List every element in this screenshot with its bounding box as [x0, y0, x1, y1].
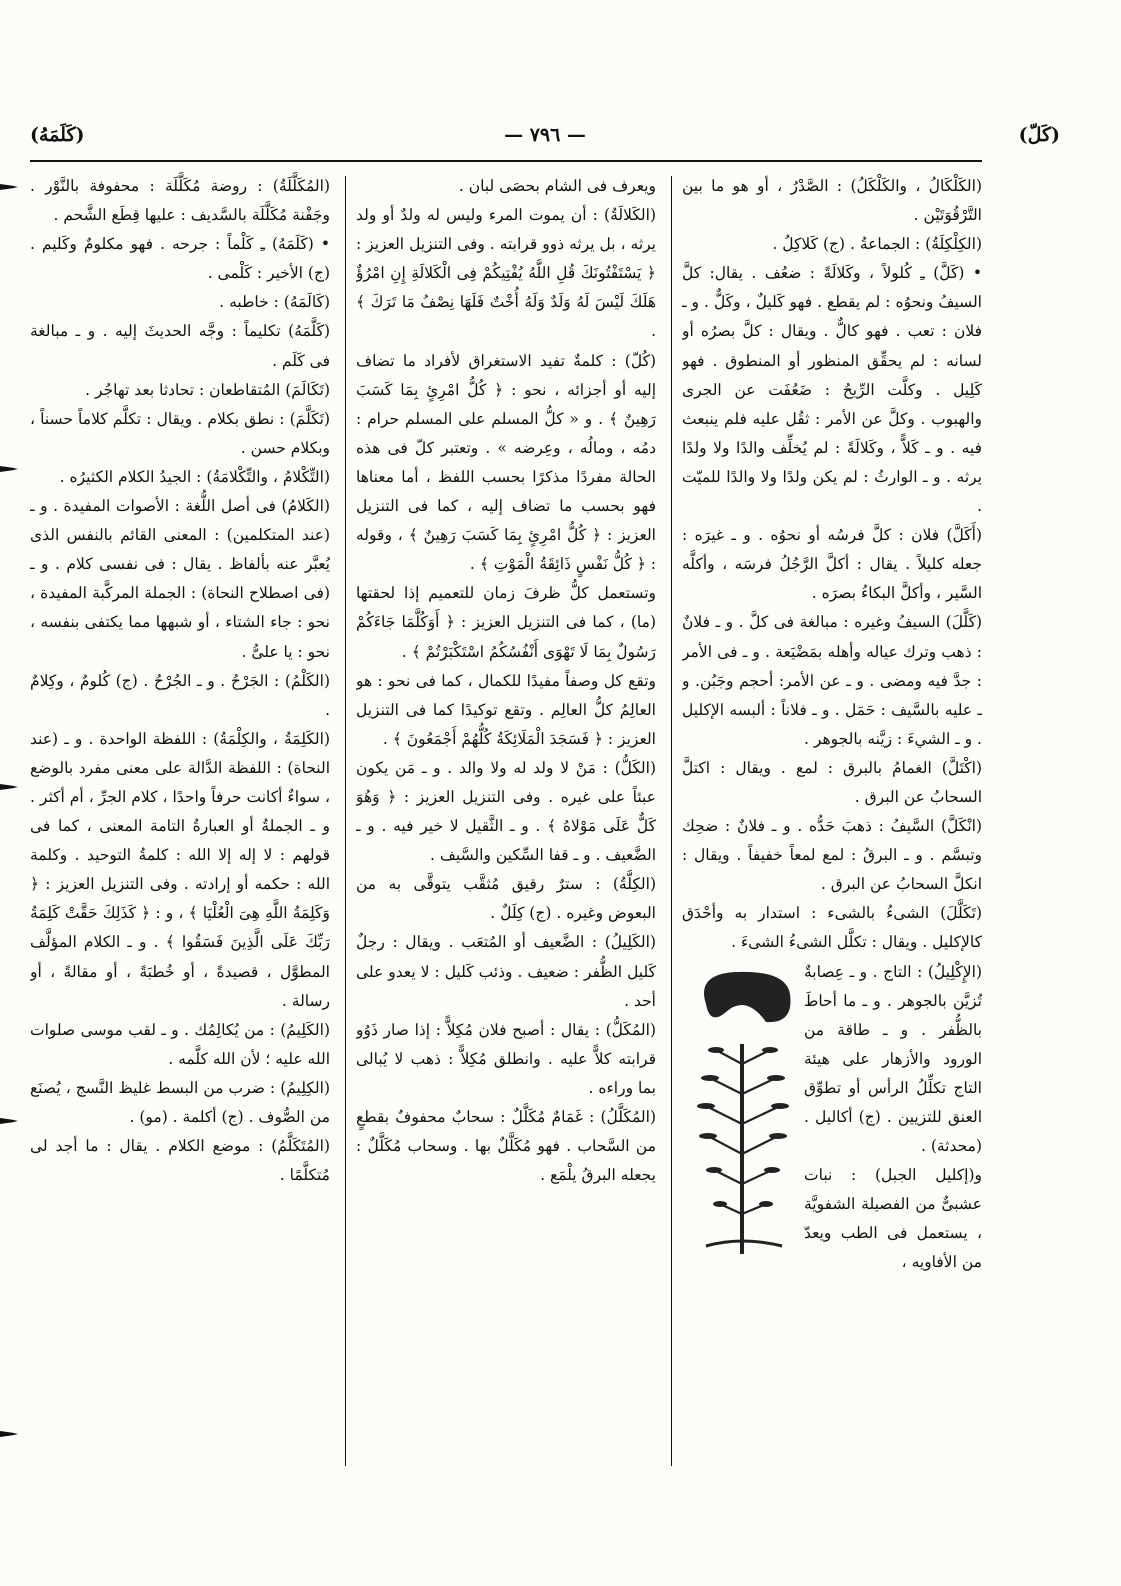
entry: (الكَلُّ) : مَنْ لا ولد له ولا والد . و ـ مَن يكون عبئاً على غيره . وفى التنزيل العزيز : ﴿ وَهُوَ كَلٌّ عَلَى مَوْلاهُ ﴾ . و ـ الثَّقيل لا خير فيه . و ـ الضَّعيف . و ـ قفا السِّكين والسَّيف . [356, 758, 656, 865]
header-rule [30, 160, 982, 162]
entry: (المُكَلَّلُ) : غَمَامٌ مُكَلَّلٌ : سحابٌ محفوفٌ بقطعٍ من السَّحاب . فهو مُكَلَّلٌ بها . وسحاب مُكَلَّلٌ : يجعله البرقُ يلْمَع . [356, 1108, 656, 1185]
entry: (كَلَّمَهُ) تكليماً : وجَّه الحديثَ إليه . و ـ مبالغة فى كَلَم . [30, 322, 330, 370]
entry: (المُكَلَّلَةُ) : روضة مُكَلَّلَة : محفوفة بالنَّوْر . وجَفْنة مُكَلَّلَة بالسَّديف : عليها قِطَع الشَّحم . [30, 177, 330, 225]
entry: • (كَلَّ) ـِ كُلولاً ، وكَلالَةً : ضعُف . يقال: كلَّ السيفُ ونحوُه : لم يقطع . فهو كَليلٌ ، وكَلٌّ . و ـ فلان : تعب . فهو كالٌّ . ويقال : كلَّ بصرُه أو لسانه : لم يحقِّق المنظور أو المنطوق . فهو كَلِيل . وكلَّت الرِّيحُ : ضَعُفَت عن الجرى والهبوب . وكلَّ عن الأمر : ثقُل عليه فلم ينبعث فيه . و ـ كَلاًّ ، وكَلالَةً : لم يُخلِّف والدًا ولا ولدًا يرثه . و ـ الوارثُ : لم يكن ولدًا ولا والدًا للميّت . [682, 264, 982, 516]
entry: (انْكَلَّ) السَّيفُ : ذهبَ حَدُّه . و ـ فلانٌ : ضحِك وتبسَّم . و ـ البرقُ : لمع لمعاً خفيفاً . ويقال : انكلَّ السحابُ عن البرق . [682, 817, 982, 894]
entry: (الكِلْكِلَةُ) : الجماعةُ . (ج) كَلاكِلُ . [772, 235, 982, 254]
entry: (المُتَكَلَّمُ) : موضع الكلام . يقال : ما أجد لى مُتكلَّمًا . [30, 1137, 330, 1185]
column-middle [356, 172, 656, 1472]
page-number: — ٧٩٦ — [504, 124, 586, 146]
entry: وتستعمل كلُّ ظرفَ زمان للتعميم إذا لحقتها (ما) ، كما فى التنزيل العزيز : ﴿ أَوَكُلَّمَا جَاءَكُمْ رَسُولٌ بِمَا لَا تَهْوَى أَنْفُسُكُمُ اسْتَكْبَرْتُمْ ﴾ . [356, 584, 656, 661]
entry: (الكِلَّةُ) : سترٌ رقيق مُثقَّب يتوقَّى به من البعوض وغيره . (ج) كِلَلٌ . [356, 875, 656, 923]
entry: وتقع كل وصفاً مفيدًا للكمال ، كما فى نحو : هو العالِمُ كلُّ العالِم . وتقع توكيدًا كما فى التنزيل العزيز : ﴿ فَسَجَدَ الْمَلَائِكَةُ كُلُّهُمْ أَجْمَعُونَ ﴾ . [356, 671, 656, 748]
margin-marker [0, 784, 18, 790]
entry: (الإِكْلِيلُ) : التاج . و ـ عِصابةٌ تُزيَّن بالجوهر . و ـ ما أحاطَ بالظُّفر . و ـ طاقة من الورود والأزهار على هيئة التاج تكلِّلُ الرأس أو تطوِّق العنق للتزيين . (ج) أكاليل . (محدثة) . [804, 962, 982, 1156]
entry: (المُكَلُّ) : يقال : أصبح فلان مُكِلاًّ : إذا صار ذَوُو قرابته كلاًّ عليه . وانطلق مُكِلاًّ : ذهب لا يُبالى بما وراءه . [356, 1020, 656, 1097]
margin-marker [0, 1118, 18, 1124]
entry: (اكْتَلَّ) الغمامُ بالبرق : لمع . ويقال : اكتلَّ السحابُ عن البرق . [682, 758, 982, 806]
entry: (أَكَلَّ) فلان : كلَّ فرسُه أو نحوُه . و ـ غيرَه : جعله كليلاً . يقال : أكلَّ الرَّجُلُ فرسَه ، وأكلَّه السَّير ، وأكلَّ البكاءُ بصرَه . [682, 526, 982, 603]
entry: (الكَلالَةُ) : أن يموت المرء وليس له ولدٌ أو ولد يرثه ، بل يرثه ذوو قرابته . وفى التنزيل العزيز : ﴿ يَسْتَفْتُونَكَ قُلِ اللَّهُ يُفْتِيكُمْ فِى الْكَلالَةِ إِنِ امْرُؤٌ هَلَكَ لَيْسَ لَهُ وَلَدٌ وَلَهُ أُخْتٌ فَلَهَا نِصْفُ مَا تَرَكَ ﴾ . [356, 206, 656, 341]
margin-marker [0, 184, 18, 190]
entry: (تَكَلَّلَ) الشىءُ بالشىء : استدار به وأحْدَق كالإكليل . ويقال : تكلَّل الشىءُ الشىءَ . [682, 904, 982, 952]
page-header [30, 118, 1060, 158]
entry: و(إكليل الجبل) : نبات عشبىٌّ من الفصيلة الشفويَّة ، يستعمل فى الطب ويعدّ من الأفاويه ، [804, 1166, 982, 1272]
header-first-entry: (كَلّ) [1018, 124, 1060, 146]
entry: (الكَلامُ) فى أصل اللُّغة : الأصوات المفيدة . و ـ (عند المتكلمين) : المعنى القائم بالنفس الذى يُعبَّر عنه بألفاظ . يقال : فى نفسى كلام . و ـ (فى اصطلاح النحاة) : الجملة المركَّبة المفيدة ، نحو : جاء الشتاء ، أو شبهها مما يكتفى بنفسه ، نحو : يا علىُّ . [30, 497, 330, 661]
entry: (التِّكْلامُ ، والتِّكْلامَةُ) : الجيدُ الكلام الكثيرُه . [59, 467, 330, 486]
margin-marker [0, 1431, 18, 1437]
entry: (كَالَمَهُ) : خاطبه . [219, 293, 330, 312]
entry: (كَلَّلَ) السيفُ وغيره : مبالغة فى كلَّ . و ـ فلانٌ : ذهب وترك عياله وأهله بمَضْيَعة . و ـ فى الأمر : جدَّ فيه ومضى . و ـ عن الأمر: أحجم وجَبُن. و ـ عليه بالسَّيف : حَمَل . و ـ فلاناً : ألبسه الإكليل . و ـ الشيءَ : زيَّنه بالجوهر . [682, 613, 982, 748]
entry: (الكَلِيمُ) : من يُكالِمُك . و ـ لقب موسى صلوات الله عليه ؛ لأن الله كلَّمه . [30, 1020, 330, 1068]
dictionary-columns [30, 172, 982, 1472]
rosemary-plant-illustration [686, 964, 798, 1254]
header-last-entry: (كَلَمَهُ) [30, 124, 85, 146]
entry: (الكِلِيمُ) : ضرب من البسط غليظ النَّسج ، يُصنَع من الصُّوف . (ج) أكلمة . (مو) . [30, 1078, 330, 1126]
entry: (الكَلِيلُ) : الضَّعيف أو المُتعَب . ويقال : رجلٌ كَليل الظُّفر : ضعيف . وذئب كَليل : لا يعدو على أحد . [356, 933, 656, 1010]
entry: (الكَلِمَةُ ، والكِلْمَةُ) : اللفظة الواحدة . و ـ (عند النحاة) : اللفظة الدَّالة على معنى مفرد بالوضع ، سواءٌ أكانت حرفاً واحدًا ، كلام الجرِّ ، أم أكثر . و ـ الجملةُ أو العبارةُ التامة المعنى ، كما فى قولهم : لا إله إلا الله : كلمةُ التوحيد . وكلمة الله : حكمه أو إرادته . وفى التنزيل العزيز : ﴿ وَكَلِمَةُ اللَّهِ هِىَ الْعُلْيَا ﴾ ، و : ﴿ كَذَلِكَ حَقَّتْ كَلِمَةُ رَبِّكَ عَلَى الَّذِينَ فَسَقُوا ﴾ . و ـ الكلام المؤلَّف المطوَّل ، قصيدةً ، أو خُطبَةً ، أو مقالةً ، أو رسالة . [30, 729, 330, 1010]
entry: (تَكَلَّمَ) : نطق بكلام . ويقال : تكلَّم كلاماً حسناً ، وبكلام حسن . [30, 409, 330, 457]
entry: • (كَلَمَهُ) ـِ كَلْماً : جرحه . فهو مكلومٌ وكَليم . (ج) الأخير : كَلْمى . [30, 235, 330, 283]
entry: (الكَلْكَالُ ، والكَلْكَلُ) : الصَّدْرُ ، أو هو ما بين التَّرْقُوَتَيْن . [682, 177, 982, 225]
entry: (تَكَالَمَ) المُتقاطعان : تحادثا بعد تهاجُر . [85, 380, 330, 399]
entry: ويعرف فى الشام بحصَى لبان . [458, 177, 656, 195]
column-left [30, 172, 330, 1472]
margin-marker [0, 466, 18, 472]
entry: (الكَلْمُ) : الجَرْحُ . و ـ الجُرْحُ . (ج) كُلومٌ ، وكِلامٌ . [30, 671, 330, 719]
column-right [682, 172, 982, 1472]
entry: (كُلّ) : كلمةٌ تفيد الاستغراق لأفراد ما تضاف إليه أو أجزائه ، نحو : ﴿ كُلُّ امْرِئٍ بِمَا كَسَبَ رَهِينٌ ﴾ . و « كلُّ المسلم على المسلم حرام : دمُه ، ومالُه ، وعِرضه » . وتعتبر كلّ فى هذه الحالة مفردًا مذكرًا بحسب اللفظ ، أما معناها فهو بحسب ما تضاف إليه ، كما فى التنزيل العزيز : ﴿ كُلُّ امْرِئٍ بِمَا كَسَبَ رَهِينٌ ﴾ ، وقوله : ﴿ كُلُّ نَفْسٍ ذَائِقَةُ الْمَوْتِ ﴾ . [356, 351, 656, 574]
